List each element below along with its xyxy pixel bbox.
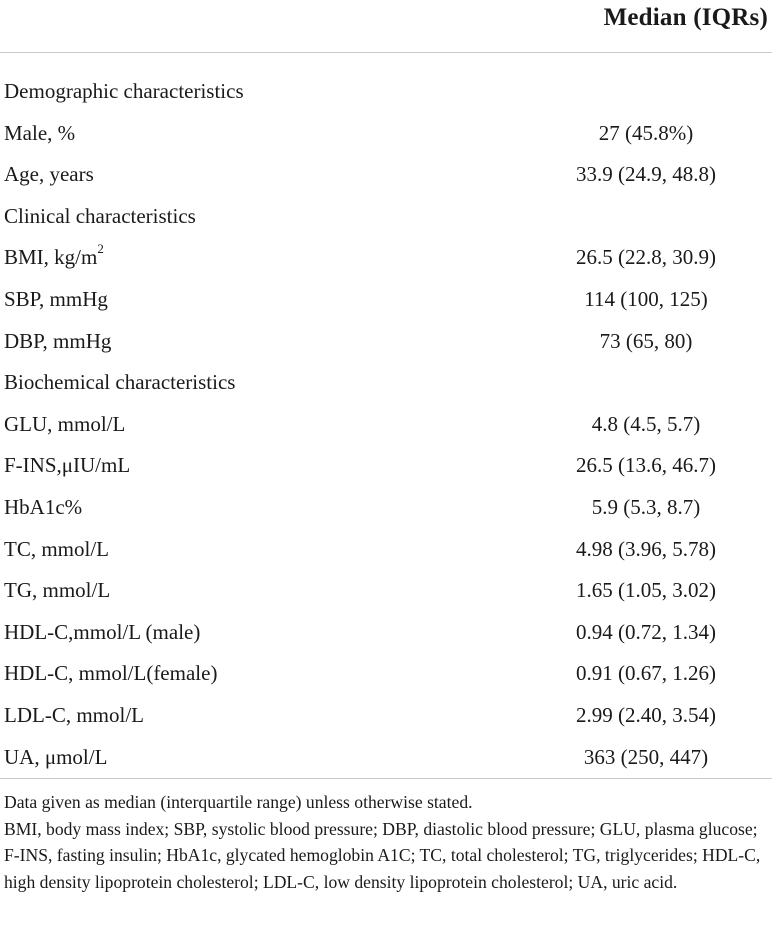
table-row-male xyxy=(0,113,772,155)
row-label: Clinical characteristics xyxy=(4,203,196,228)
table-row-tg xyxy=(0,570,772,612)
table-row-ua xyxy=(0,737,772,779)
row-label: HDL-C,mmol/L (male) xyxy=(4,619,201,644)
row-value: 5.9 (5.3, 8.7) xyxy=(591,494,701,519)
row-label: TC, mmol/L xyxy=(4,536,109,561)
row-value: 26.5 (22.8, 30.9) xyxy=(576,245,716,270)
row-value: 33.9 (24.9, 48.8) xyxy=(576,162,716,187)
row-value: 4.98 (3.96, 5.78) xyxy=(576,536,716,561)
section-row-demographic xyxy=(0,71,772,113)
table-row-glu xyxy=(0,404,772,446)
row-value: 4.8 (4.5, 5.7) xyxy=(591,411,701,436)
row-label: Age, years xyxy=(4,162,94,187)
column-header-median: Median (IQRs) xyxy=(603,4,768,31)
row-label: UA, μmol/L xyxy=(4,744,108,769)
row-value: 73 (65, 80) xyxy=(599,328,693,353)
table-row-hba1c xyxy=(0,487,772,529)
row-value: 114 (100, 125) xyxy=(584,286,708,311)
row-label: LDL-C, mmol/L xyxy=(4,702,144,727)
row-label: F-INS,μIU/mL xyxy=(4,453,131,478)
row-label: GLU, mmol/L xyxy=(4,411,126,436)
table-row-hdl-female xyxy=(0,653,772,695)
row-value: 26.5 (13.6, 46.7) xyxy=(576,453,716,478)
table-row-bmi xyxy=(0,237,772,279)
row-label: HbA1c% xyxy=(4,494,83,519)
table-header xyxy=(0,0,772,53)
row-label: Biochemical characteristics xyxy=(4,370,236,395)
table-footnotes xyxy=(4,789,768,895)
section-row-biochemical xyxy=(0,362,772,404)
row-value: 0.94 (0.72, 1.34) xyxy=(576,619,716,644)
table-row-age xyxy=(0,154,772,196)
footnote-data-note: Data given as median (interquartile range) unless otherwise stated. xyxy=(4,792,473,812)
row-value: 1.65 (1.05, 3.02) xyxy=(576,578,716,603)
row-value: 0.91 (0.67, 1.26) xyxy=(576,661,716,686)
row-label: Demographic characteristics xyxy=(4,79,244,103)
section-row-clinical xyxy=(0,196,772,238)
row-label: TG, mmol/L xyxy=(4,578,111,603)
table-row-hdl-male xyxy=(0,612,772,654)
row-label-superscript: 2 xyxy=(97,241,104,257)
row-label-wrap xyxy=(4,237,104,279)
table-row-f-ins xyxy=(0,445,772,487)
row-value: 2.99 (2.40, 3.54) xyxy=(576,702,716,727)
row-value: 27 (45.8%) xyxy=(598,120,694,145)
table-row-ldl xyxy=(0,695,772,737)
table-row-sbp xyxy=(0,279,772,321)
table-row-tc xyxy=(0,529,772,571)
footnote-abbreviations: BMI, body mass index; SBP, systolic blood pressure; DBP, diastolic blood pressure; GLU, plasma glucose; F-INS, fasting insulin; HbA1c, glycated hemoglobin A1C; TC, total cholesterol; TG, triglycerides; HDL-C, high density lipoprotein cholesterol; LDL-C, low density lipoprotein cholesterol; UA, uric acid. xyxy=(4,818,761,892)
footnote-divider xyxy=(0,778,772,779)
row-label: DBP, mmHg xyxy=(4,328,112,353)
table-body xyxy=(0,71,772,778)
row-label: Male, % xyxy=(4,120,76,145)
row-label: SBP, mmHg xyxy=(4,286,108,311)
row-label: BMI, kg/m xyxy=(4,245,98,270)
table-row-dbp xyxy=(0,321,772,363)
row-value: 363 (250, 447) xyxy=(583,744,709,769)
row-label: HDL-C, mmol/L(female) xyxy=(4,661,218,686)
